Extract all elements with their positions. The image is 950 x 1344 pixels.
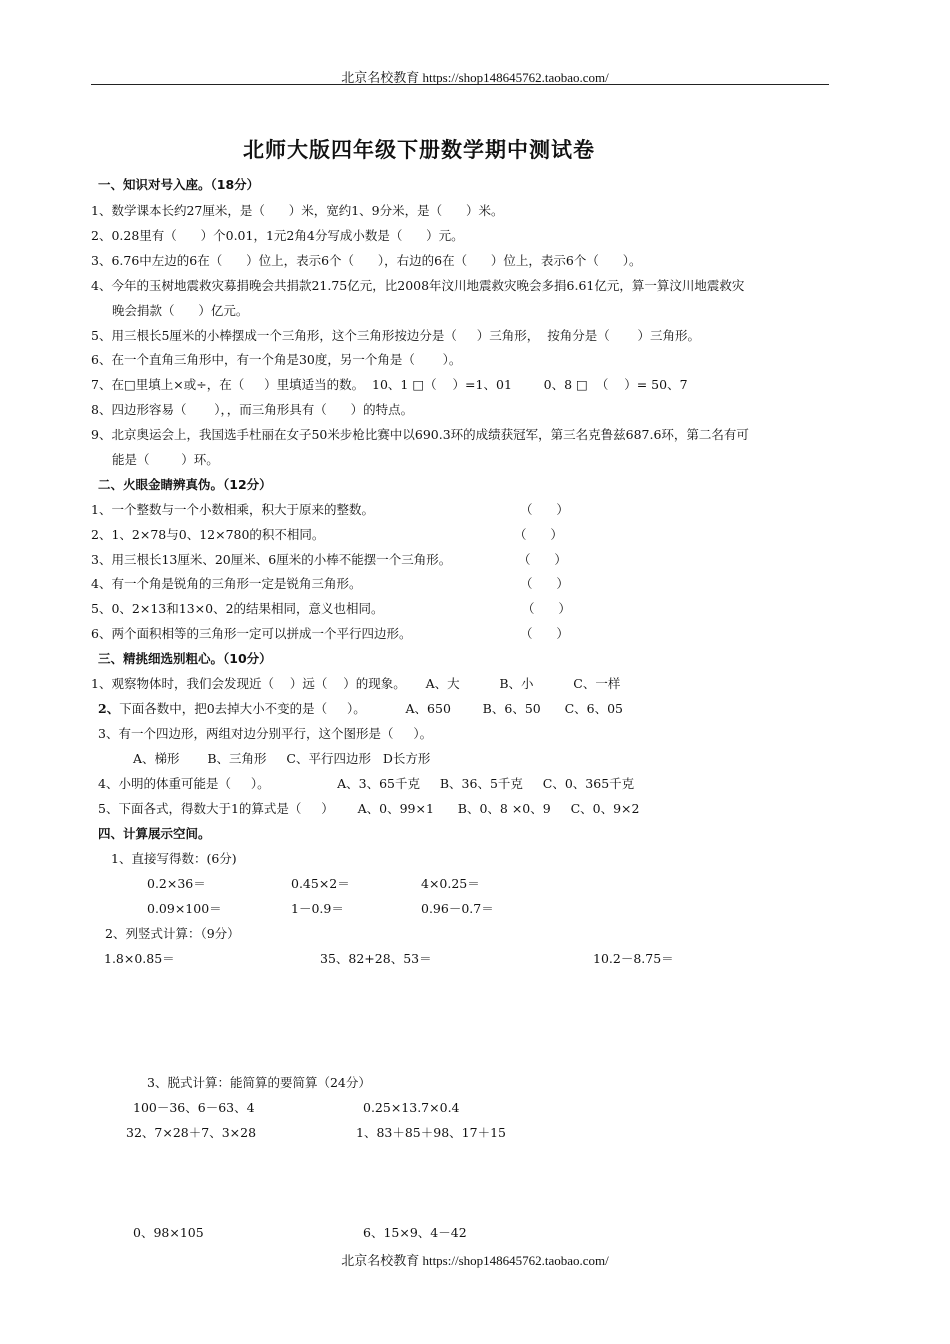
s2-question-4: 4、有一个角是锐角的三角形一定是锐角三角形。 bbox=[91, 576, 362, 591]
s3-question-3: 3、有一个四边形，两组对边分别平行，这个图形是（ ）。 bbox=[98, 726, 433, 741]
stepwise-calc-3: 32、7×28＋7、3×28 bbox=[126, 1125, 257, 1140]
stepwise-calc-2: 0.25×13.7×0.4 bbox=[363, 1100, 460, 1115]
s2-answer-blank-1: （ ） bbox=[520, 502, 569, 517]
section-3-heading: 三、精挑细选别粗心。（10分） bbox=[98, 651, 272, 666]
vertical-calc-2: 35、82+28、53＝ bbox=[320, 951, 432, 966]
s2-question-3: 3、用三根长13厘米、20厘米、6厘米的小棒不能摆一个三角形。 bbox=[91, 552, 452, 567]
s1-question-7: 7、在□里填上×或÷，在（ ）里填适当的数。 10、1 □（ ）=1、01 0、8 □ （ ）= 50、7 bbox=[91, 377, 688, 392]
oral-calc-1: 0.2×36＝ bbox=[147, 876, 206, 891]
s1-question-3: 3、6.76中左边的6在（ ）位上，表示6个（ ），右边的6在（ ）位上，表示6个（ ）。 bbox=[91, 253, 642, 268]
s3-question-2-text: 下面各数中，把0去掉大小不变的是（ ）。 A、650 B、6、50 C、6、05 bbox=[119, 701, 623, 716]
page-title: 北师大版四年级下册数学期中测试卷 bbox=[243, 137, 595, 162]
stepwise-calc-6: 6、15×9、4－42 bbox=[363, 1225, 467, 1240]
page-footer: 北京名校教育 https://shop148645762.taobao.com/ bbox=[341, 1253, 609, 1268]
s1-question-8: 8、四边形容易（ ），，而三角形具有（ ）的特点。 bbox=[91, 402, 414, 417]
s2-answer-blank-4: （ ） bbox=[520, 576, 569, 591]
s1-question-2: 2、0.28里有（ ）个0.01，1元2角4分写成小数是（ ）元。 bbox=[91, 228, 464, 243]
s2-answer-blank-5: （ ） bbox=[522, 601, 571, 616]
stepwise-calc-1: 100－36、6－63、4 bbox=[133, 1100, 255, 1115]
s3-question-4: 4、小明的体重可能是（ ）。 A、3、65千克 B、36、5千克 C、0、365千克 bbox=[98, 776, 635, 791]
s4-sub-3: 3、脱式计算：能简算的要简算（24分） bbox=[147, 1075, 371, 1090]
s1-question-9-line-1: 9、北京奥运会上，我国选手杜丽在女子50米步枪比赛中以690.3环的成绩获冠军，第三名克鲁兹687.6环，第二名有可 bbox=[91, 427, 749, 442]
s2-answer-blank-3: （ ） bbox=[518, 552, 567, 567]
vertical-calc-1: 1.8×0.85＝ bbox=[104, 951, 175, 966]
s3-question-1: 1、观察物体时，我们会发现近（ ）远（ ）的现象。 A、大 B、小 C、一样 bbox=[91, 676, 621, 691]
s1-question-6: 6、在一个直角三角形中，有一个角是30度，另一个角是（ ）。 bbox=[91, 352, 462, 367]
oral-calc-2: 0.45×2＝ bbox=[291, 876, 350, 891]
stepwise-calc-5: 0、98×105 bbox=[133, 1225, 204, 1240]
oral-calc-4: 0.09×100＝ bbox=[147, 901, 222, 916]
s4-sub-1: 1、直接写得数：(6分) bbox=[111, 851, 237, 866]
stepwise-calc-4: 1、83＋85＋98、17＋15 bbox=[356, 1125, 506, 1140]
s1-question-1: 1、数学课本长约27厘米，是（ ）米，宽约1、9分米，是（ ）米。 bbox=[91, 203, 504, 218]
oral-calc-6: 0.96－0.7＝ bbox=[421, 901, 494, 916]
section-2-heading: 二、火眼金睛辨真伪。（12分） bbox=[98, 477, 272, 492]
s2-question-6: 6、两个面积相等的三角形一定可以拼成一个平行四边形。 bbox=[91, 626, 412, 641]
s2-answer-blank-2: （ ） bbox=[514, 527, 563, 542]
s4-sub-2: 2、列竖式计算：（9分） bbox=[105, 926, 240, 941]
s3-question-5: 5、下面各式，得数大于1的算式是（ ） A、0、99×1 B、0、8 ×0、9 C、0、9×2 bbox=[98, 801, 640, 816]
s2-answer-blank-6: （ ） bbox=[520, 626, 569, 641]
section-4-heading: 四、计算展示空间。 bbox=[98, 826, 211, 841]
s1-question-4-line-1: 4、今年的玉树地震救灾募捐晚会共捐款21.75亿元，比2008年汶川地震救灾晚会多捐6.61亿元，算一算汶川地震救灾 bbox=[91, 278, 745, 293]
s2-question-1: 1、一个整数与一个小数相乘，积大于原来的整数。 bbox=[91, 502, 374, 517]
header-divider bbox=[91, 84, 829, 85]
s3-question-2-number: 2、 bbox=[98, 701, 120, 716]
s1-question-4-line-2: 晚会捐款（ ）亿元。 bbox=[112, 303, 249, 318]
s3-question-2 bbox=[98, 701, 623, 717]
oral-calc-3: 4×0.25＝ bbox=[421, 876, 480, 891]
page-header: 北京名校教育 https://shop148645762.taobao.com/ bbox=[341, 70, 609, 85]
s2-question-5: 5、0、2×13和13×0、2的结果相同，意义也相同。 bbox=[91, 601, 384, 616]
s1-question-5: 5、用三根长5厘米的小棒摆成一个三角形，这个三角形按边分是（ ）三角形， 按角分是（ ）三角形。 bbox=[91, 328, 701, 343]
s1-question-9-line-2: 能是（ ）环。 bbox=[112, 452, 219, 467]
oral-calc-5: 1－0.9＝ bbox=[291, 901, 344, 916]
s3-question-3-options: A、梯形 B、三角形 C、平行四边形 D长方形 bbox=[133, 751, 431, 766]
section-1-heading: 一、知识对号入座。（18分） bbox=[98, 177, 260, 192]
s2-question-2: 2、1、2×78与0、12×780的积不相同。 bbox=[91, 527, 325, 542]
vertical-calc-3: 10.2－8.75＝ bbox=[593, 951, 674, 966]
